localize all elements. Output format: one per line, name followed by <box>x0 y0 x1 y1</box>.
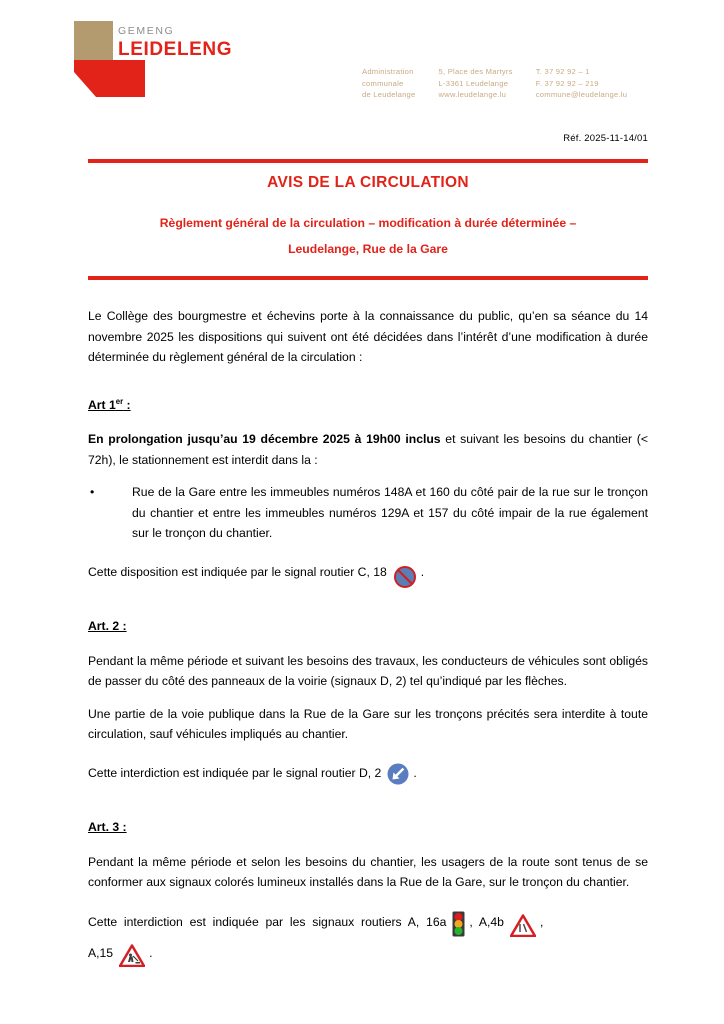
contact-column-phone <box>536 66 627 101</box>
article-1-heading <box>88 392 131 416</box>
intro-paragraph: Le Collège des bourgmestre et échevins porte à la connaissance du public, qu’en sa séance du 14 novembre 2025 les dispositions qui suivent ont été décidées dans l’intérêt d’une modification à durée déterminée du règlement général de la circulation : <box>88 309 648 364</box>
mandatory-direction-sign-D2-icon <box>387 763 409 785</box>
logo-tan-square <box>74 21 113 60</box>
article-2-heading: Art. 2 : <box>88 619 127 634</box>
article-3 <box>88 817 648 963</box>
article-3-signal-code-3: A,15 <box>88 945 114 960</box>
header-divider-top <box>88 159 648 163</box>
title-block <box>88 173 648 262</box>
logo-wordmark <box>118 25 232 61</box>
contact-line: communale <box>362 78 404 88</box>
article-3-signal-sep-1: , A,4b <box>469 915 504 930</box>
contact-column-administration <box>362 66 416 101</box>
contact-line: F. 37 92 92 – 219 <box>535 78 599 88</box>
article-2-signal-line <box>88 763 648 784</box>
article-3-heading-wrap <box>88 817 648 838</box>
page-subtitle-line2: Leudelange, Rue de la Gare <box>288 242 448 256</box>
document-body <box>88 306 648 963</box>
contact-line: L-3361 Leudelange <box>438 78 509 88</box>
article-1-bullet-item <box>88 482 648 544</box>
article-1-heading-superscript: er <box>115 396 124 406</box>
article-3-signal-line <box>88 911 648 933</box>
page-subtitle-line1: Règlement général de la circulation – modification à durée déterminée – <box>159 216 577 230</box>
reference-number: Réf. 2025-11-14/01 <box>563 133 648 144</box>
article-1-paragraph-rest: et suivant les besoins du chantier (< 72h), le stationnement est interdit dans la : <box>88 432 648 467</box>
article-1-paragraph <box>88 429 648 470</box>
page-title: AVIS DE LA CIRCULATION <box>267 174 469 191</box>
article-2-heading-wrap <box>88 616 648 637</box>
contact-line: de Leudelange <box>362 90 416 99</box>
article-2-paragraph-2: Une partie de la voie publique dans la Rue de la Gare sur les tronçons précités sera interdite à toute circulation, sauf véhicules impliqués au chantier. <box>88 706 648 742</box>
article-2 <box>88 616 648 783</box>
road-narrows-sign-A4b-icon <box>510 914 536 937</box>
article-2-signal-text: Cette interdiction est indiquée par le signal routier D, 2 <box>88 765 382 780</box>
contact-email-link[interactable]: commune@leudelange.lu <box>535 90 628 99</box>
contact-line: 5, Place des Martyrs <box>438 67 513 76</box>
logo-red-shape <box>74 60 145 97</box>
article-1-signal-line <box>88 562 648 583</box>
traffic-light-sign-A16a-icon <box>452 911 465 937</box>
article-1-bold-phrase: En prolongation jusqu’au 19 décembre 2025 à 19h00 inclus <box>88 432 441 447</box>
article-1-heading-colon: : <box>123 397 131 412</box>
header-divider-bottom <box>88 276 648 280</box>
roadworks-sign-A15-icon <box>119 944 145 967</box>
article-1 <box>88 392 648 583</box>
article-1-heading-wrap <box>88 392 648 416</box>
municipality-logo <box>74 21 233 101</box>
article-1-bullet-text: Rue de la Gare entre les immeubles numéros 148A et 160 du côté pair de la rue sur le tronçon du chantier et entre les immeubles numéros 129A et 157 du côté impair de la rue également sur le tronçon du chantier. <box>132 485 648 541</box>
contact-column-address <box>439 66 513 101</box>
article-3-heading: Art. 3 : <box>88 820 127 835</box>
article-1-signal-text: Cette disposition est indiquée par le signal routier C, 18 <box>88 564 387 579</box>
article-2-paragraph-1: Pendant la même période et suivant les besoins des travaux, les conducteurs de véhicules sont obligés de passer du côté des panneaux de la voirie (signaux D, 2) tel qu’indiqué par les flèches. <box>88 653 648 689</box>
logo-gemeng-text: GEMENG <box>118 25 175 37</box>
contact-line: T. 37 92 92 – 1 <box>535 67 590 76</box>
no-parking-sign-C18-icon <box>394 566 416 588</box>
article-2-signal-period: . <box>413 765 417 780</box>
article-3-signal-period: . <box>149 945 153 960</box>
logo-leideleng-text: LEIDELENG <box>118 39 233 60</box>
contact-block <box>362 66 627 101</box>
contact-website-link[interactable]: www.leudelange.lu <box>438 90 507 99</box>
article-3-paragraph-1: Pendant la même période et selon les besoins du chantier, les usagers de la route sont tenus de se conformer aux signaux colorés lumineux installés dans la Rue de la Gare, sur le tronçon du chantier. <box>88 854 648 890</box>
document-header <box>0 0 724 125</box>
article-3-signal-line-2 <box>88 943 648 964</box>
article-1-heading-text: Art 1 <box>88 397 116 412</box>
article-3-signal-text: Cette interdiction est indiquée par les signaux routiers A, 16a <box>88 915 447 930</box>
article-3-signal-sep-2: , <box>539 915 544 930</box>
article-1-signal-period: . <box>420 564 425 579</box>
page-subtitle <box>88 210 648 262</box>
bullet-marker: • <box>90 485 95 500</box>
contact-line: Administration <box>362 67 414 76</box>
